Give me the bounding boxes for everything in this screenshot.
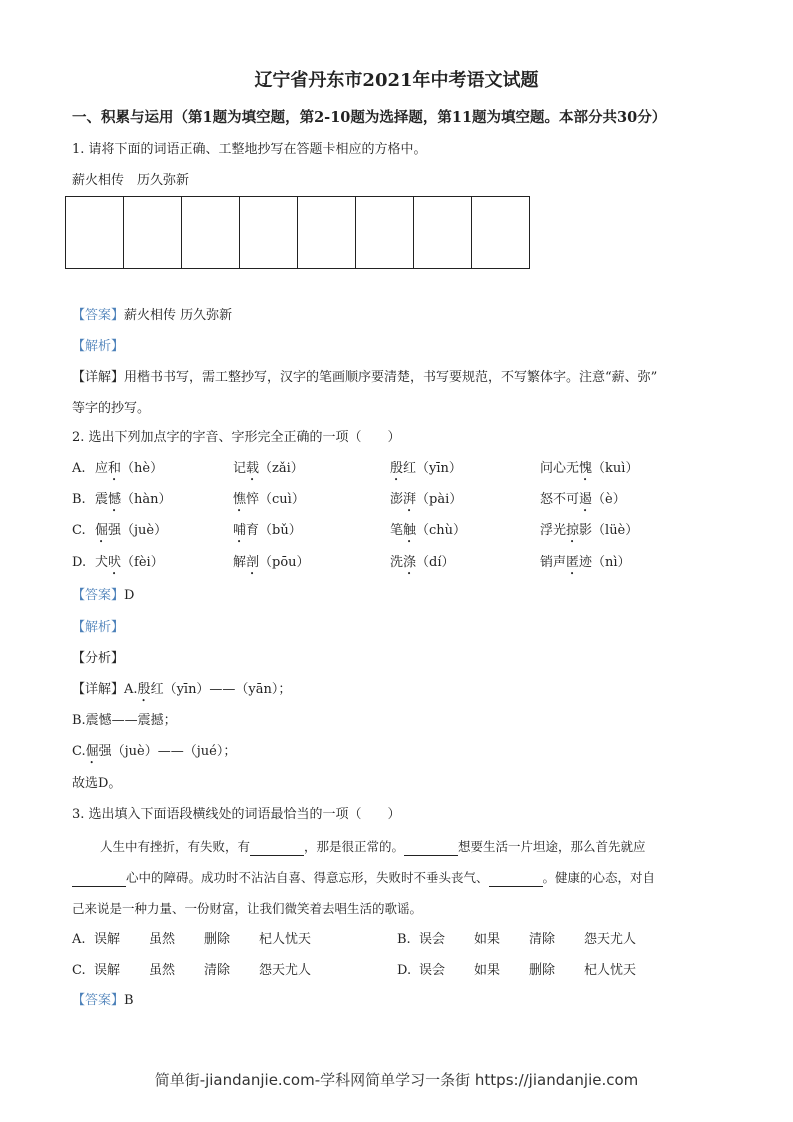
q2-stem: 2. 选出下列加点字的字音、字形完全正确的一项（ ） [72, 430, 401, 445]
q1-words: 薪火相传 历久弥新 [72, 173, 190, 188]
section-heading: 一、积累与运用（第1题为填空题，第2-10题为选择题，第11题为填空题。本部分共30分） [72, 109, 667, 126]
dotted-char: 湃 [403, 492, 417, 507]
dotted-char: 载 [246, 461, 260, 476]
dotted-char: 吠 [108, 555, 122, 570]
option-letter: B. [397, 932, 411, 947]
option-item [540, 522, 638, 546]
dotted-char: 倔 [85, 744, 99, 759]
answer-text: D [124, 588, 135, 603]
option-word: 清除 [204, 963, 231, 978]
passage-text: 人生中有挫折，有失败，有 [100, 839, 251, 854]
detail-text: C. [72, 744, 86, 759]
dotted-char: 遏 [579, 492, 593, 507]
option-text: 问心无 [540, 461, 580, 476]
option-text: 应 [95, 461, 109, 476]
answer-text: 薪火相传 历久弥新 [124, 308, 233, 323]
option-word: 杞人忧天 [259, 932, 312, 947]
option-item [390, 522, 466, 546]
option-item [233, 522, 302, 546]
dotted-char: 憔 [233, 492, 247, 507]
option-word: 如果 [474, 932, 501, 947]
grid-cell [472, 197, 529, 268]
q3-passage-line-3: 己来说是一种力量、一份财富，让我们微笑着去唱生活的歌谣。 [72, 901, 423, 916]
option-item [390, 491, 462, 515]
dotted-char: 触 [403, 523, 417, 538]
option-text: 怒不可 [540, 492, 580, 507]
q1-answer [72, 307, 232, 325]
option-letter: D. [397, 963, 412, 978]
blank-2 [404, 841, 458, 856]
blank-3 [72, 872, 126, 887]
option-text: 悴（cuì） [246, 492, 305, 507]
option-letter: D. [72, 555, 87, 570]
passage-text: ，那是很正常的。 [304, 839, 405, 854]
option-text: 解 [233, 555, 247, 570]
option-word: 删除 [529, 963, 556, 978]
q2-detail-a [72, 681, 291, 705]
option-text: （fèi） [121, 555, 164, 570]
answer-label: 【答案】 [72, 993, 125, 1008]
option-text: （è） [592, 492, 626, 507]
dotted-char: 愧 [579, 461, 593, 476]
passage-text: 。健康的心态，对自 [542, 870, 656, 885]
option-word: 误解 [94, 963, 121, 978]
grid-cell [414, 197, 472, 268]
option-item [95, 460, 163, 484]
option-item [233, 460, 304, 484]
dotted-char: 掠 [566, 523, 580, 538]
option-text: （hàn） [121, 492, 172, 507]
option-item [540, 491, 626, 515]
option-item [233, 491, 305, 515]
footer-watermark: 简单街-jiandanjie.com-学科网简单学习一条街 https://jiandanjie.com [154, 1071, 639, 1089]
q3-answer [72, 992, 134, 1010]
option-letter: A. [72, 461, 86, 476]
option-item [95, 554, 164, 578]
option-letter: B. [72, 492, 86, 507]
option-word: 误解 [94, 932, 121, 947]
option-item [390, 460, 462, 484]
option-word: 虽然 [149, 932, 176, 947]
grid-cell [356, 197, 414, 268]
detail-label: 【详解】 [72, 682, 125, 697]
q3-passage-line-2 [72, 869, 655, 887]
option-text: 销声 [540, 555, 567, 570]
option-item [233, 554, 310, 578]
q1-stem: 1. 请将下面的词语正确、工整地抄写在答题卡相应的方格中。 [72, 142, 427, 157]
option-word: 怨天尤人 [584, 932, 637, 947]
option-text: （pōu） [259, 555, 310, 570]
option-word: 杞人忧天 [584, 963, 637, 978]
blank-1 [250, 841, 304, 856]
option-item [540, 460, 638, 484]
option-item [540, 554, 631, 578]
dotted-char: 倔 [95, 523, 109, 538]
option-text: 育（bǔ） [246, 523, 302, 538]
detail-text: A. [124, 682, 138, 697]
option-text: （pài） [416, 492, 463, 507]
option-text: 犬 [95, 555, 109, 570]
option-text: 浮光 [540, 523, 567, 538]
option-text: 洗 [390, 555, 404, 570]
q2-detail-b: B.震憾——震撼； [72, 713, 177, 728]
q1-detail-cont: 等字的抄写。 [72, 401, 151, 416]
grid-cell [298, 197, 356, 268]
analysis-label: 【解析】 [72, 620, 125, 635]
option-item [95, 522, 167, 546]
answer-text: B [124, 993, 134, 1008]
option-text: （kuì） [592, 461, 639, 476]
grid-cell [124, 197, 182, 268]
option-word: 虽然 [149, 963, 176, 978]
option-word: 误会 [419, 932, 446, 947]
detail-text: 用楷书书写，需工整抄写，汉字的笔画顺序要清楚，书写要规范，不写繁体字。注意“薪、弥” [124, 370, 658, 385]
option-letter: C. [72, 523, 86, 538]
option-text: （hè） [121, 461, 164, 476]
answer-label: 【答案】 [72, 588, 125, 603]
grid-cell [182, 197, 240, 268]
page-title: 辽宁省丹东市2021年中考语文试题 [254, 70, 539, 91]
analysis-label: 【解析】 [72, 339, 125, 354]
passage-text: 心中的障碍。成功时不沾沾自喜、得意忘形，失败时不垂头丧气、 [126, 870, 489, 885]
option-letter: C. [72, 963, 86, 978]
option-text: （chù） [416, 523, 467, 538]
option-letter: A. [72, 932, 86, 947]
answer-grid [65, 196, 530, 269]
detail-text: 强（juè）——（jué）； [98, 744, 237, 759]
detail-text: 红（yīn）——（yān）； [150, 682, 292, 697]
answer-label: 【答案】 [72, 308, 125, 323]
q3-stem: 3. 选出填入下面语段横线处的词语最恰当的一项（ ） [72, 807, 401, 822]
option-item [390, 554, 455, 578]
option-text: （dí） [416, 555, 455, 570]
grid-cell [66, 197, 124, 268]
option-text: 笔 [390, 523, 404, 538]
option-word: 怨天尤人 [259, 963, 312, 978]
option-word: 如果 [474, 963, 501, 978]
option-item [95, 491, 172, 515]
blank-4 [489, 872, 543, 887]
q2-conclusion: 故选D。 [72, 776, 122, 791]
option-text: 澎 [390, 492, 404, 507]
dotted-char: 憾 [108, 492, 122, 507]
q1-detail [72, 369, 657, 387]
analyze-label: 【分析】 [72, 651, 125, 666]
option-text: （zǎi） [259, 461, 304, 476]
dotted-char: 哺 [233, 523, 247, 538]
option-text: 强（juè） [108, 523, 168, 538]
dotted-char: 殷 [390, 461, 404, 476]
dotted-char: 殷 [137, 682, 151, 697]
option-text: 震 [95, 492, 109, 507]
q2-answer [72, 587, 134, 605]
dotted-char: 和 [108, 461, 122, 476]
dotted-char: 剖 [246, 555, 260, 570]
option-text: 影（lüè） [579, 523, 639, 538]
detail-label: 【详解】 [72, 370, 125, 385]
option-text: 迹（nì） [579, 555, 631, 570]
dotted-char: 匿 [566, 555, 580, 570]
option-text: 红（yīn） [403, 461, 462, 476]
q3-passage-line-1 [100, 838, 646, 856]
q2-detail-c [72, 743, 236, 767]
dotted-char: 涤 [403, 555, 417, 570]
option-word: 误会 [419, 963, 446, 978]
grid-cell [240, 197, 298, 268]
option-text: 记 [233, 461, 247, 476]
option-word: 清除 [529, 932, 556, 947]
passage-text: 想要生活一片坦途，那么首先就应 [458, 839, 646, 854]
option-word: 删除 [204, 932, 231, 947]
